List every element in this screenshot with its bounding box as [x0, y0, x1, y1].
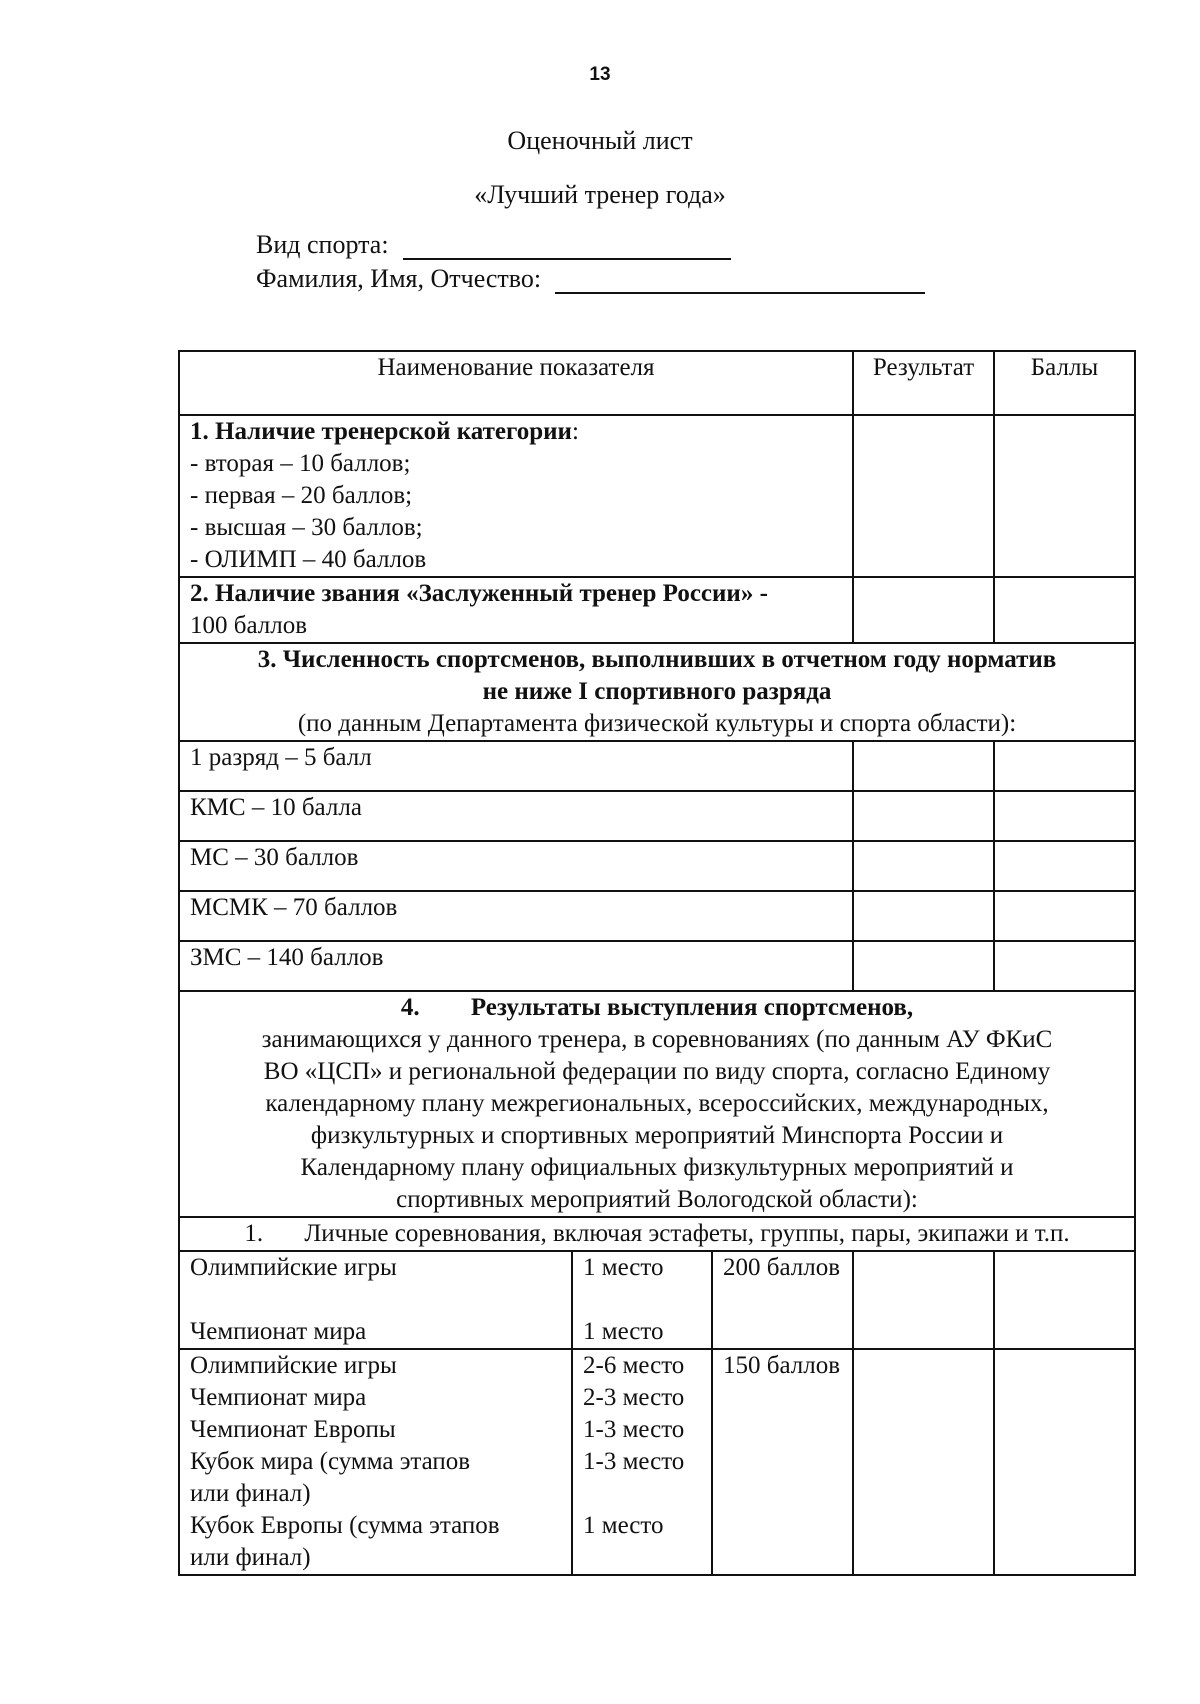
criterion4-body-line: ВО «ЦСП» и региональной федерации по виду спорта, согласно Единому — [263, 1058, 1051, 1085]
criterion3-title-line2: не ниже I спортивного разряда — [482, 678, 832, 705]
criterion4-body-line: занимающихся у данного тренера, в соревнованиях (по данным АУ ФКиС — [261, 1026, 1053, 1053]
subsection1-cell — [179, 1217, 1135, 1251]
level-label: МС – 30 баллов — [179, 841, 853, 891]
criterion2-points-cell[interactable] — [994, 577, 1135, 643]
criterion1-item: - ОЛИМП – 40 баллов — [190, 546, 427, 573]
level-result-cell[interactable] — [853, 791, 994, 841]
event-name: Чемпионат мира — [190, 1318, 367, 1345]
table-row — [179, 1349, 1135, 1575]
criterion3-note: (по данным Департамента физической культуры и спорта области): — [297, 710, 1017, 737]
sport-field — [256, 230, 731, 260]
criterion1-points-cell[interactable] — [994, 415, 1135, 577]
document-title: Оценочный лист — [507, 126, 693, 155]
place: 1 место — [583, 1254, 664, 1281]
level-result-cell[interactable] — [853, 741, 994, 791]
event-name — [190, 1446, 561, 1478]
criterion1-cell — [179, 415, 853, 577]
sport-label: Вид спорта: — [256, 230, 389, 259]
table-row — [179, 1251, 1135, 1349]
criterion3-cell — [179, 643, 1135, 741]
full-name-label: Фамилия, Имя, Отчество: — [256, 264, 542, 293]
criterion4-row — [179, 991, 1135, 1217]
header-points: Баллы — [994, 351, 1135, 415]
criterion4-body-line: Календарному плану официальных физкультурных мероприятий и — [300, 1154, 1014, 1181]
full-name-field — [256, 264, 925, 294]
level-points-cell[interactable] — [994, 841, 1135, 891]
spacer — [583, 1478, 701, 1510]
level-points-cell[interactable] — [994, 741, 1135, 791]
subsection1-title: Личные соревнования, включая эстафеты, группы, пары, экипажи и т.п. — [304, 1220, 1070, 1247]
place: 1-3 место — [583, 1448, 685, 1475]
result-input-cell[interactable] — [853, 1251, 994, 1349]
event-name: Кубок Европы (сумма этапов — [190, 1512, 500, 1539]
event-name-part: Кубок мира (сумма этапов — [190, 1448, 471, 1475]
place: 1-3 место — [583, 1416, 685, 1443]
table-row — [179, 891, 1135, 941]
criterion3-row — [179, 643, 1135, 741]
points-input-cell[interactable] — [994, 1349, 1135, 1575]
subsection1-number: 1. — [244, 1220, 264, 1247]
subsection1-row — [179, 1217, 1135, 1251]
criterion4-number: 4. — [400, 994, 420, 1021]
place: 1 место — [583, 1512, 664, 1539]
level-label: КМС – 10 балла — [179, 791, 853, 841]
events-cell — [179, 1349, 572, 1575]
criterion1-row — [179, 415, 1135, 577]
place: 2-3 место — [583, 1384, 685, 1411]
place: 2-6 место — [583, 1352, 685, 1379]
level-points-cell[interactable] — [994, 791, 1135, 841]
criterion2-cell — [179, 577, 853, 643]
page-number: 13 — [589, 64, 611, 85]
criterion2-result-cell[interactable] — [853, 577, 994, 643]
criterion4-title-line — [190, 992, 1124, 1024]
criterion4-body-line: физкультурных и спортивных мероприятий Минспорта России и — [310, 1122, 1004, 1149]
spacer — [583, 1284, 701, 1316]
table-row — [179, 941, 1135, 991]
result-input-cell[interactable] — [853, 1349, 994, 1575]
level-label: ЗМС – 140 баллов — [179, 941, 853, 991]
event-name: Олимпийские игры — [190, 1352, 397, 1379]
places-cell — [572, 1349, 712, 1575]
criterion1-item: - высшая – 30 баллов; — [190, 514, 423, 541]
criterion3-title-line1: 3. Численность спортсменов, выполнивших в отчетном году норматив — [257, 646, 1057, 673]
criterion4-body-line: спортивных мероприятий Вологодской области): — [396, 1186, 918, 1213]
full-name-blank-line — [555, 270, 925, 294]
document-subtitle: «Лучший тренер года» — [474, 180, 726, 209]
criterion1-item: - первая – 20 баллов; — [190, 482, 413, 509]
level-result-cell[interactable] — [853, 941, 994, 991]
level-label: МСМК – 70 баллов — [179, 891, 853, 941]
points-input-cell[interactable] — [994, 1251, 1135, 1349]
event-name: или финал) — [190, 1480, 311, 1507]
place: 1 место — [583, 1318, 664, 1345]
points-value-cell: 150 баллов — [712, 1349, 853, 1575]
points-value-cell: 200 баллов — [712, 1251, 853, 1349]
header-indicator: Наименование показателя — [179, 351, 853, 415]
criterion1-colon: : — [571, 418, 579, 445]
criterion2-points: 100 баллов — [190, 612, 308, 639]
event-name: Олимпийские игры — [190, 1254, 397, 1281]
criterion2-row — [179, 577, 1135, 643]
level-points-cell[interactable] — [994, 891, 1135, 941]
events-cell — [179, 1251, 572, 1349]
criterion1-item: - вторая – 10 баллов; — [190, 450, 411, 477]
spacer — [190, 1284, 561, 1316]
sport-blank-line — [403, 236, 731, 260]
table-row — [179, 841, 1135, 891]
criterion1-title: 1. Наличие тренерской категории — [190, 418, 572, 445]
level-points-cell[interactable] — [994, 941, 1135, 991]
criterion4-cell — [179, 991, 1135, 1217]
criterion1-result-cell[interactable] — [853, 415, 994, 577]
criterion4-body-line: календарному плану межрегиональных, всероссийских, международных, — [265, 1090, 1049, 1117]
criterion4-title: Результаты выступления спортсменов, — [470, 994, 914, 1021]
level-label: 1 разряд – 5 балл — [179, 741, 853, 791]
table-header-row — [179, 351, 1135, 415]
table-row — [179, 791, 1135, 841]
event-name: Чемпионат Европы — [190, 1416, 396, 1443]
level-result-cell[interactable] — [853, 841, 994, 891]
criterion2-title: 2. Наличие звания «Заслуженный тренер России» - — [190, 580, 768, 607]
evaluation-table — [178, 350, 1136, 1576]
event-name: или финал) — [190, 1544, 311, 1571]
level-result-cell[interactable] — [853, 891, 994, 941]
places-cell — [572, 1251, 712, 1349]
table-row — [179, 741, 1135, 791]
event-name: Чемпионат мира — [190, 1384, 367, 1411]
header-result: Результат — [853, 351, 994, 415]
